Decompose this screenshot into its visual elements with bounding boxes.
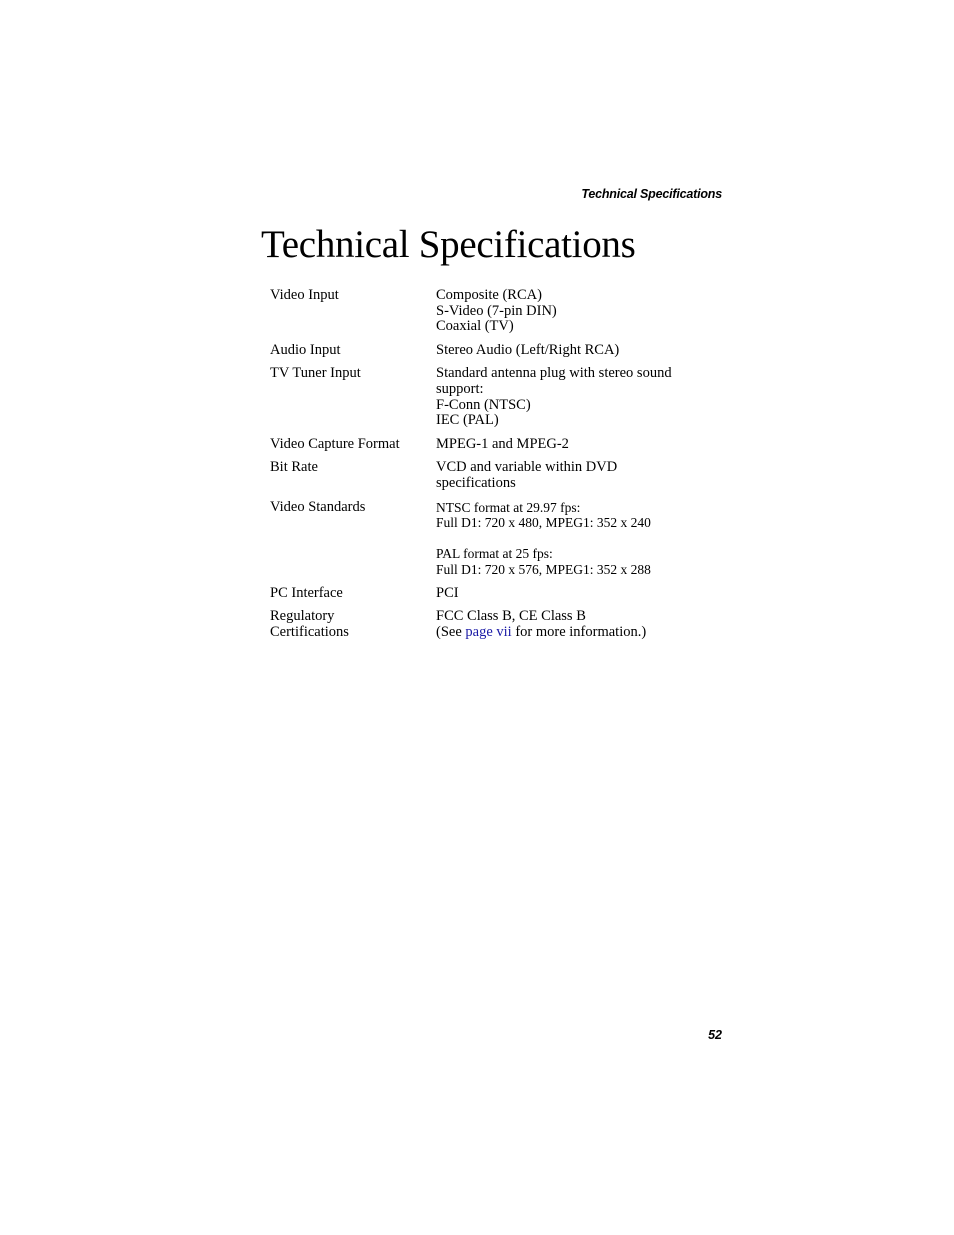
spec-value-line: Coaxial (TV) xyxy=(436,318,514,335)
spec-table xyxy=(270,288,710,648)
spec-label: Video Input xyxy=(270,287,339,303)
spec-value-line: FCC Class B, CE Class B xyxy=(436,608,586,625)
spec-value xyxy=(436,288,710,343)
spec-row-video-capture-format xyxy=(270,437,710,461)
spec-label: PC Interface xyxy=(270,584,343,601)
spec-value xyxy=(436,500,710,586)
page-vii-link[interactable]: page vii xyxy=(465,623,512,640)
page-number: 52 xyxy=(708,1028,722,1042)
spec-row-tv-tuner-input xyxy=(270,366,710,436)
spec-value-line: F-Conn (NTSC) xyxy=(436,396,531,413)
spec-value xyxy=(436,609,710,648)
spec-value-line: Stereo Audio (Left/Right RCA) xyxy=(436,341,620,358)
spec-label-line: Regulatory xyxy=(270,608,335,625)
spec-value-line: VCD and variable within DVD xyxy=(436,459,618,476)
spec-row-video-standards xyxy=(270,500,710,586)
spec-label-line: Certifications xyxy=(270,623,349,640)
running-header: Technical Specifications xyxy=(581,187,722,201)
spec-row-video-input xyxy=(270,288,710,343)
spec-value-line: PAL format at 25 fps: xyxy=(436,546,553,562)
spec-value xyxy=(436,437,710,461)
spec-label xyxy=(270,609,436,648)
spec-value-line: Full D1: 720 x 576, MPEG1: 352 x 288 xyxy=(436,561,651,577)
spec-value-line: Composite (RCA) xyxy=(436,287,542,303)
spec-value xyxy=(436,366,710,436)
spec-label: Video Capture Format xyxy=(270,435,400,452)
page-title: Technical Specifications xyxy=(261,223,636,266)
spec-label: TV Tuner Input xyxy=(270,365,361,382)
spec-value-line: support: xyxy=(436,380,484,397)
spec-value-line: Full D1: 720 x 480, MPEG1: 352 x 240 xyxy=(436,515,651,531)
spec-value-line: MPEG-1 and MPEG-2 xyxy=(436,435,569,452)
spec-label: Video Standards xyxy=(270,498,366,515)
spec-row-pc-interface xyxy=(270,586,710,610)
spec-value-line: PCI xyxy=(436,584,459,601)
spec-row-bit-rate xyxy=(270,460,710,499)
spec-value-line: Standard antenna plug with stereo sound xyxy=(436,365,672,382)
spec-label: Audio Input xyxy=(270,341,341,358)
spec-row-regulatory-certifications xyxy=(270,609,710,648)
spec-value xyxy=(436,586,710,610)
spec-value-spacer xyxy=(436,531,710,547)
reference-prefix: (See xyxy=(436,623,466,640)
spec-value-line xyxy=(436,625,710,641)
spec-value-line: NTSC format at 29.97 fps: xyxy=(436,499,581,515)
reference-suffix: for more information.) xyxy=(511,623,647,640)
spec-row-audio-input xyxy=(270,343,710,367)
spec-value-line: specifications xyxy=(436,474,516,491)
spec-value-line: S-Video (7-pin DIN) xyxy=(436,302,557,319)
spec-value xyxy=(436,343,710,367)
spec-value xyxy=(436,460,710,499)
spec-label: Bit Rate xyxy=(270,459,318,476)
spec-value-line: IEC (PAL) xyxy=(436,412,499,429)
